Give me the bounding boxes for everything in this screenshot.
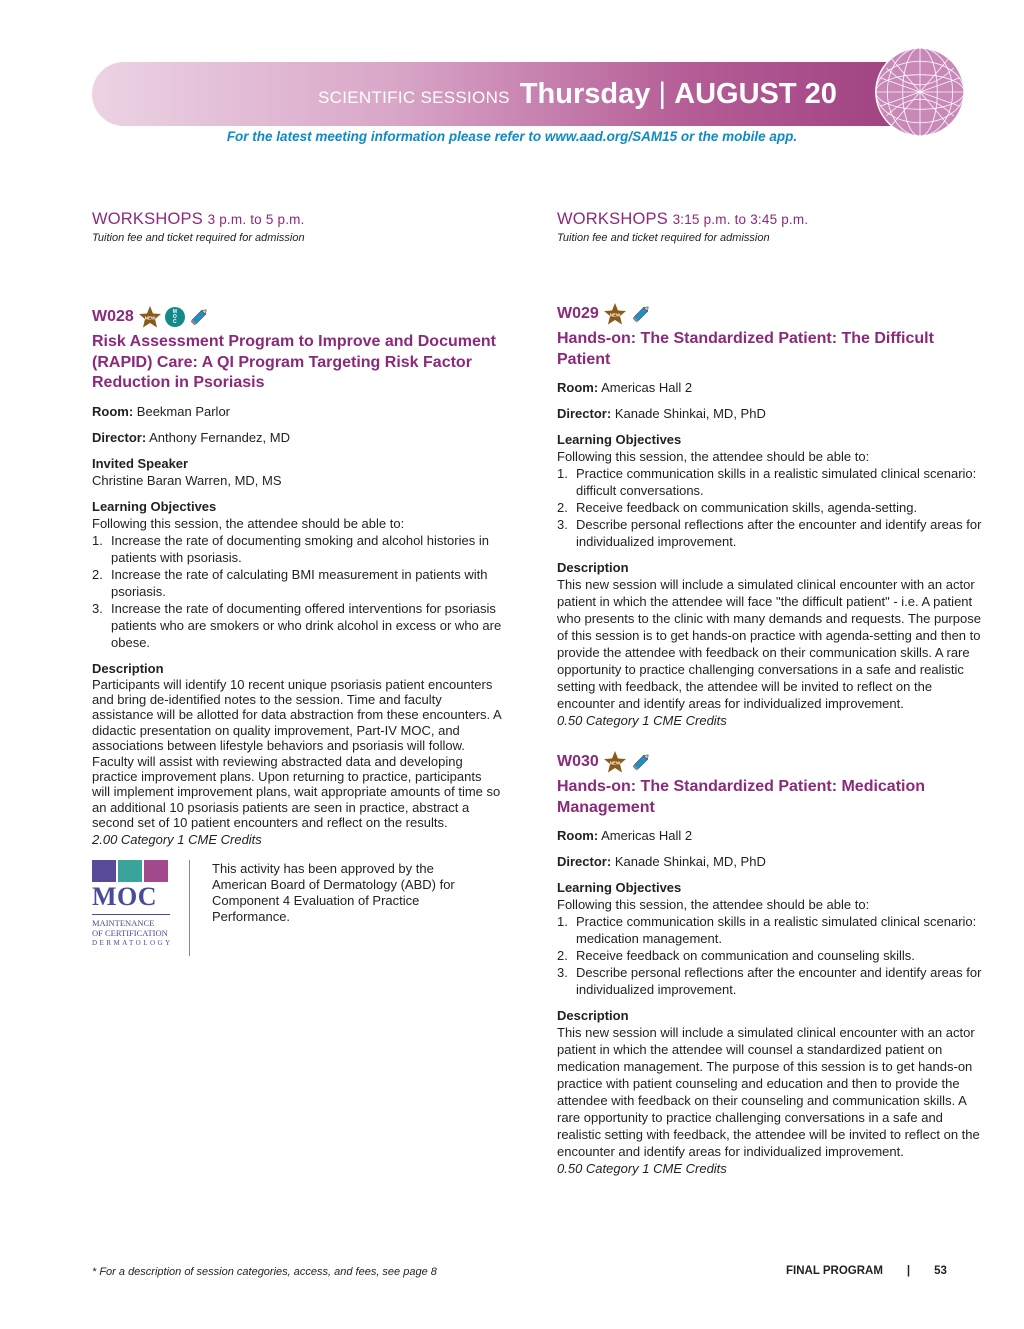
- list-number: 3.: [557, 517, 568, 532]
- moc-logo: [92, 860, 190, 956]
- workshop-label: WORKSHOPS: [92, 210, 203, 228]
- list-text: Receive feedback on communication skills, agenda-setting.: [576, 500, 918, 515]
- director-label: Director:: [557, 854, 612, 869]
- list-number: 2.: [557, 948, 568, 963]
- new-badge-label: NEW: [609, 760, 621, 766]
- room-field: [92, 404, 502, 420]
- footer-page-info: [786, 1265, 947, 1277]
- description-label: Description: [92, 660, 164, 676]
- invited-speaker-value: Christine Baran Warren, MD, MS: [92, 472, 282, 488]
- session-title: Risk Assessment Program to Improve and Document (RAPID) Care: A QI Program Targeting Risk Factor Reduction in Psoriasis: [92, 333, 496, 391]
- list-number: 2.: [557, 500, 568, 515]
- moc-square: [92, 860, 116, 882]
- objectives-list: [557, 913, 987, 998]
- moc-square: [144, 860, 168, 882]
- banner-day: Thursday: [519, 78, 651, 110]
- objectives-label: Learning Objectives: [92, 498, 217, 514]
- session-w028: [92, 304, 502, 956]
- session-code: [92, 304, 502, 330]
- list-item: [557, 499, 987, 516]
- room-label: Room:: [557, 828, 599, 843]
- list-number: 1.: [557, 466, 568, 481]
- cme-credits: 0.50 Category 1 CME Credits: [557, 713, 727, 728]
- room-value: Beekman Parlor: [136, 403, 231, 419]
- workshop-time: 3:15 p.m. to 3:45 p.m.: [672, 212, 809, 227]
- cme-credits: 0.50 Category 1 CME Credits: [557, 1161, 727, 1176]
- list-text: Practice communication skills in a realistic simulated clinical scenario: medication management.: [576, 914, 977, 946]
- session-w029: [557, 301, 987, 729]
- banner-date: AUGUST 20: [674, 78, 837, 110]
- invited-speaker-label: Invited Speaker: [92, 455, 189, 471]
- page-number: 53: [934, 1265, 947, 1277]
- description-text: This new session will include a simulated clinical encounter with an actor patient in which the attendee will face "the difficult patient" - i.e. A patient who presents to the clinic with many demands and requests. The purpose of this session is to get hands-on practice with agenda-setting and then to provide the attendee with feedback on their communication skills. A rare opportunity to practice challenging conversations in a safe and realistic setting with feedback, the attendee will be invited to reflect on the encounter and identify areas for individualized improvement.: [557, 577, 981, 711]
- moc-badge-letter: M: [172, 308, 177, 315]
- session-code-label: W028: [92, 308, 134, 325]
- section-label: SCIENTIFIC SESSIONS: [318, 88, 510, 107]
- objectives-label: Learning Objectives: [557, 432, 682, 447]
- list-item: [92, 600, 502, 651]
- list-number: 3.: [557, 965, 568, 980]
- footer-note: * For a description of session categories, access, and fees, see page 8: [92, 1266, 437, 1278]
- footer-separator: |: [906, 1265, 911, 1277]
- director-value: Kanade Shinkai, MD, PhD: [614, 854, 766, 869]
- list-text: Describe personal reflections after the encounter and identify areas for individualized improvement.: [576, 517, 982, 549]
- workshop-heading: [92, 210, 502, 231]
- list-text: Increase the rate of documenting offered interventions for psoriasis patients who are smokers or who drink alcohol in excess or who are obese.: [111, 600, 502, 650]
- objectives-intro: Following this session, the attendee should be able to:: [557, 897, 870, 912]
- new-badge-icon: [138, 305, 162, 329]
- room-label: Room:: [92, 403, 134, 419]
- description-text: Participants will identify 10 recent unique psoriasis patient encounters and bring de-identified notes to the session. Time and faculty assistance will be allotted for data abstraction from these encounters. A didactic presentation on quality improvement, Part-IV MOC, and associations between lifestyle behaviors and psoriasis will follow. Faculty will assist with reviewing abstracted data and developing practice improvement plans. Upon returning to practice, participants will implement improvement plans, wait appropriate amounts of time so an additional 10 psoriasis patients are seen in practice, abstract a second set of 10 patient encounters and reflect on the results.: [92, 676, 502, 831]
- workshop-label: WORKSHOPS: [557, 210, 668, 228]
- moc-square: [118, 860, 142, 882]
- room-value: Americas Hall 2: [601, 380, 693, 395]
- session-title: Hands-on: The Standardized Patient: The Difficult Patient: [557, 330, 934, 368]
- director-field: [557, 406, 987, 422]
- moc-logo-text: MOC: [92, 881, 158, 911]
- director-field: [557, 854, 987, 870]
- objectives-intro: Following this session, the attendee should be able to:: [92, 515, 405, 531]
- list-item: [557, 947, 987, 964]
- hands-on-pencil-icon: [188, 306, 210, 328]
- director-value: Anthony Fernandez, MD: [149, 429, 290, 445]
- list-item: [557, 516, 987, 550]
- hands-on-pencil-icon: [630, 751, 652, 773]
- room-field: [557, 380, 987, 396]
- list-number: 2.: [92, 566, 103, 582]
- hands-on-pencil-icon: [630, 303, 652, 325]
- list-item: [557, 964, 987, 998]
- session-code: [557, 301, 987, 327]
- list-item: [557, 465, 987, 499]
- moc-logo-squares: [92, 860, 179, 882]
- moc-logo-subtitle: [92, 914, 173, 948]
- room-label: Room:: [557, 380, 599, 395]
- session-w030: [557, 749, 987, 1177]
- banner-separator: |: [658, 77, 667, 110]
- list-item: [557, 913, 987, 947]
- description-label: Description: [557, 560, 629, 575]
- cme-credits: 2.00 Category 1 CME Credits: [92, 831, 262, 847]
- moc-badge-letter: C: [172, 318, 177, 325]
- moc-badge-letter: O: [172, 313, 177, 320]
- new-badge-label: NEW: [609, 312, 621, 318]
- session-title: Hands-on: The Standardized Patient: Medication Management: [557, 778, 926, 816]
- moc-description: This activity has been approved by the American Board of Dermatology (ABD) for Component 4 Evaluation of Practice Performance.: [212, 860, 455, 924]
- objectives-list: [92, 532, 502, 651]
- banner-title: [318, 77, 837, 113]
- session-code-label: W030: [557, 753, 599, 770]
- list-text: Describe personal reflections after the encounter and identify areas for individualized improvement.: [576, 965, 982, 997]
- workshop-note: Tuition fee and ticket required for admission: [557, 232, 770, 244]
- new-badge-icon: [603, 750, 627, 774]
- globe-icon: [872, 44, 968, 140]
- moc-sub-line: MAINTENANCE: [92, 917, 155, 928]
- workshop-time: 3 p.m. to 5 p.m.: [207, 212, 305, 227]
- moc-sub-line: DERMATOLOGY: [92, 938, 173, 947]
- objectives-label: Learning Objectives: [557, 880, 682, 895]
- list-text: Increase the rate of documenting smoking and alcohol histories in patients with psoriasis.: [111, 532, 489, 565]
- list-item: [92, 566, 502, 600]
- workshop-heading: [557, 210, 987, 231]
- right-column: [557, 210, 987, 1177]
- list-number: 1.: [92, 532, 103, 548]
- session-code: [557, 749, 987, 775]
- list-item: [92, 532, 502, 566]
- director-value: Kanade Shinkai, MD, PhD: [614, 406, 766, 421]
- list-text: Receive feedback on communication and counseling skills.: [576, 948, 915, 963]
- director-label: Director:: [557, 406, 612, 421]
- director-label: Director:: [92, 429, 147, 445]
- list-number: 3.: [92, 600, 103, 616]
- left-column: [92, 210, 502, 956]
- objectives-intro: Following this session, the attendee should be able to:: [557, 449, 870, 464]
- room-field: [557, 828, 987, 844]
- info-line: For the latest meeting information please refer to www.aad.org/SAM15 or the mobile app.: [226, 129, 798, 144]
- list-number: 1.: [557, 914, 568, 929]
- director-field: [92, 430, 502, 446]
- description-label: Description: [557, 1008, 629, 1023]
- list-text: Increase the rate of calculating BMI measurement in patients with psoriasis.: [111, 566, 488, 599]
- moc-sub-line: OF CERTIFICATION: [92, 927, 168, 938]
- new-badge-label: NEW: [144, 315, 156, 321]
- new-badge-icon: [603, 302, 627, 326]
- session-code-label: W029: [557, 305, 599, 322]
- room-value: Americas Hall 2: [601, 828, 693, 843]
- objectives-list: [557, 465, 987, 550]
- moc-approval: [92, 860, 502, 956]
- workshop-note: Tuition fee and ticket required for admission: [92, 232, 305, 244]
- footer-program: FINAL PROGRAM: [786, 1265, 883, 1277]
- list-text: Practice communication skills in a realistic simulated clinical scenario: difficult conversations.: [576, 466, 977, 498]
- description-text: This new session will include a simulated clinical encounter with an actor patient in which the attendee will counsel a standardized patient on medication management. The purpose of this session is to get hands-on practice with patient counseling and education and then to provide the attendee with feedback on their counseling and communication skills. A rare opportunity to practice challenging conversations in a safe and realistic setting with feedback, the attendee will be invited to reflect on the encounter and identify areas for individualized improvement.: [557, 1025, 980, 1159]
- moc-badge-icon: [165, 307, 185, 327]
